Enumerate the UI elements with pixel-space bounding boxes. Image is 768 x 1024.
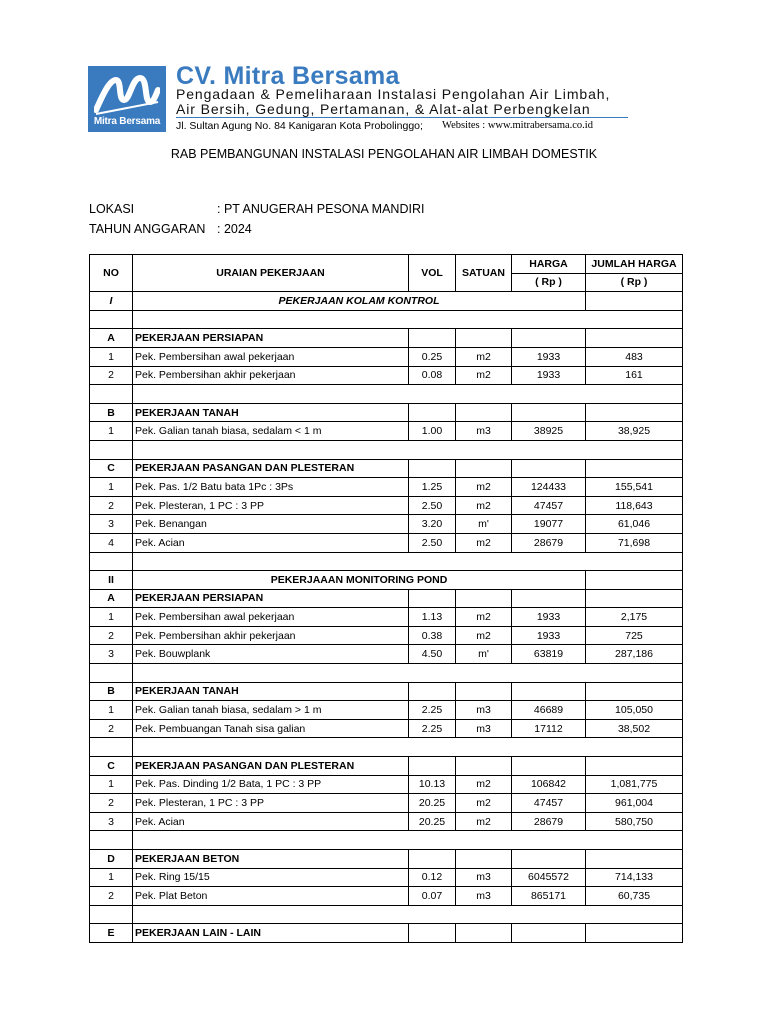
item-no: 3 <box>90 515 133 534</box>
item-no: 2 <box>90 496 133 515</box>
group-satuan-cell <box>456 459 512 478</box>
item-satuan: m3 <box>456 701 512 720</box>
item-uraian: Pek. Plesteran, 1 PC : 3 PP <box>133 496 409 515</box>
item-harga: 63819 <box>512 645 586 664</box>
company-address: Jl. Sultan Agung No. 84 Kanigaran Kota Probolinggo; <box>176 120 423 132</box>
group-title: PEKERJAAN LAIN - LAIN <box>133 924 409 943</box>
item-satuan: m3 <box>456 887 512 906</box>
blank-no-cell <box>90 440 133 459</box>
item-harga: 19077 <box>512 515 586 534</box>
item-satuan: m2 <box>456 794 512 813</box>
blank-span-cell <box>133 385 683 404</box>
table-row-section <box>90 292 683 311</box>
group-title: PEKERJAAN BETON <box>133 850 409 869</box>
item-vol: 2.50 <box>409 496 456 515</box>
blank-span-cell <box>133 664 683 683</box>
group-satuan-cell <box>456 682 512 701</box>
item-jumlah: 71,698 <box>586 533 683 552</box>
item-harga: 865171 <box>512 887 586 906</box>
group-title: PEKERJAAN PERSIAPAN <box>133 329 409 348</box>
letterhead <box>88 62 633 134</box>
table-row-section <box>90 571 683 590</box>
blank-no-cell <box>90 552 133 571</box>
group-vol-cell <box>409 589 456 608</box>
item-uraian: Pek. Bouwplank <box>133 645 409 664</box>
table-row <box>90 496 683 515</box>
header-satuan: SATUAN <box>456 255 512 292</box>
group-vol-cell <box>409 850 456 869</box>
table-row <box>90 812 683 831</box>
item-satuan: m2 <box>456 533 512 552</box>
table-row-group <box>90 850 683 869</box>
table-row-group <box>90 329 683 348</box>
group-vol-cell <box>409 403 456 422</box>
company-name: CV. Mitra Bersama <box>176 62 400 90</box>
item-uraian: Pek. Plat Beton <box>133 887 409 906</box>
header-jumlah: JUMLAH HARGA <box>586 255 683 274</box>
item-satuan: m3 <box>456 868 512 887</box>
group-no: E <box>90 924 133 943</box>
table-row-blank <box>90 552 683 571</box>
table-row-group <box>90 589 683 608</box>
lokasi-label: LOKASI <box>89 202 135 216</box>
tagline-2: Air Bersih, Gedung, Pertamanan, & Alat-alat Perbengkelan <box>176 101 591 117</box>
item-satuan: m2 <box>456 347 512 366</box>
section-jumlah-cell <box>586 571 683 590</box>
item-vol: 4.50 <box>409 645 456 664</box>
item-jumlah: 725 <box>586 626 683 645</box>
group-jumlah-cell <box>586 589 683 608</box>
group-title: PEKERJAAN TANAH <box>133 682 409 701</box>
section-jumlah-cell <box>586 292 683 311</box>
item-jumlah: 155,541 <box>586 478 683 497</box>
table-row <box>90 868 683 887</box>
group-satuan-cell <box>456 757 512 776</box>
table-row <box>90 775 683 794</box>
item-uraian: Pek. Pembersihan awal pekerjaan <box>133 608 409 627</box>
item-vol: 0.38 <box>409 626 456 645</box>
tahun-value: : 2024 <box>217 222 252 236</box>
item-no: 3 <box>90 645 133 664</box>
table-row <box>90 478 683 497</box>
document-title: RAB PEMBANGUNAN INSTALASI PENGOLAHAN AIR LIMBAH DOMESTIK <box>170 147 598 161</box>
table-row <box>90 645 683 664</box>
item-vol: 1.13 <box>409 608 456 627</box>
table-row <box>90 794 683 813</box>
group-harga-cell <box>512 589 586 608</box>
group-vol-cell <box>409 459 456 478</box>
table-row <box>90 515 683 534</box>
item-uraian: Pek. Acian <box>133 812 409 831</box>
item-jumlah: 1,081,775 <box>586 775 683 794</box>
table-row <box>90 533 683 552</box>
blank-no-cell <box>90 664 133 683</box>
table-row-blank <box>90 664 683 683</box>
group-jumlah-cell <box>586 329 683 348</box>
item-uraian: Pek. Pas. 1/2 Batu bata 1Pc : 3Ps <box>133 478 409 497</box>
header-no: NO <box>90 255 133 292</box>
item-no: 1 <box>90 775 133 794</box>
item-uraian: Pek. Pembersihan awal pekerjaan <box>133 347 409 366</box>
item-satuan: m3 <box>456 719 512 738</box>
blank-span-cell <box>133 440 683 459</box>
item-vol: 1.25 <box>409 478 456 497</box>
group-no: A <box>90 589 133 608</box>
group-vol-cell <box>409 757 456 776</box>
item-harga: 1933 <box>512 347 586 366</box>
item-no: 2 <box>90 626 133 645</box>
item-jumlah: 38,502 <box>586 719 683 738</box>
section-title: PEKERJAAAN MONITORING POND <box>133 571 586 590</box>
group-jumlah-cell <box>586 459 683 478</box>
group-no: D <box>90 850 133 869</box>
table-row-blank <box>90 831 683 850</box>
item-satuan: m2 <box>456 812 512 831</box>
item-no: 4 <box>90 533 133 552</box>
item-satuan: m3 <box>456 422 512 441</box>
item-harga: 124433 <box>512 478 586 497</box>
item-harga: 6045572 <box>512 868 586 887</box>
item-jumlah: 2,175 <box>586 608 683 627</box>
lokasi-value: : PT ANUGERAH PESONA MANDIRI <box>217 202 425 216</box>
item-jumlah: 483 <box>586 347 683 366</box>
rab-table <box>89 254 683 943</box>
table-row-group <box>90 459 683 478</box>
group-jumlah-cell <box>586 757 683 776</box>
group-satuan-cell <box>456 589 512 608</box>
item-no: 1 <box>90 608 133 627</box>
item-vol: 3.20 <box>409 515 456 534</box>
item-vol: 2.50 <box>409 533 456 552</box>
blank-span-cell <box>133 738 683 757</box>
item-harga: 46689 <box>512 701 586 720</box>
logo-mark-icon <box>94 72 160 116</box>
item-harga: 1933 <box>512 608 586 627</box>
item-no: 2 <box>90 366 133 385</box>
group-no: A <box>90 329 133 348</box>
item-satuan: m2 <box>456 775 512 794</box>
header-divider <box>176 117 628 118</box>
item-jumlah: 714,133 <box>586 868 683 887</box>
group-title: PEKERJAAN PASANGAN DAN PLESTERAN <box>133 757 409 776</box>
group-harga-cell <box>512 459 586 478</box>
item-no: 3 <box>90 812 133 831</box>
table-row <box>90 422 683 441</box>
item-jumlah: 61,046 <box>586 515 683 534</box>
group-jumlah-cell <box>586 850 683 869</box>
item-harga: 47457 <box>512 496 586 515</box>
group-jumlah-cell <box>586 403 683 422</box>
group-title: PEKERJAAN PERSIAPAN <box>133 589 409 608</box>
item-satuan: m' <box>456 515 512 534</box>
group-vol-cell <box>409 924 456 943</box>
group-satuan-cell <box>456 329 512 348</box>
group-title: PEKERJAAN PASANGAN DAN PLESTERAN <box>133 459 409 478</box>
item-jumlah: 105,050 <box>586 701 683 720</box>
item-no: 2 <box>90 719 133 738</box>
item-vol: 0.07 <box>409 887 456 906</box>
item-jumlah: 580,750 <box>586 812 683 831</box>
table-row <box>90 347 683 366</box>
item-no: 1 <box>90 868 133 887</box>
item-harga: 1933 <box>512 626 586 645</box>
item-harga: 106842 <box>512 775 586 794</box>
logo-text: Mitra Bersama <box>93 116 161 127</box>
table-body <box>90 292 683 943</box>
item-vol: 2.25 <box>409 701 456 720</box>
blank-no-cell <box>90 831 133 850</box>
item-harga: 1933 <box>512 366 586 385</box>
blank-span-cell <box>133 905 683 924</box>
table-header-row <box>90 255 683 274</box>
item-satuan: m2 <box>456 496 512 515</box>
item-uraian: Pek. Plesteran, 1 PC : 3 PP <box>133 794 409 813</box>
blank-span-cell <box>133 310 683 329</box>
table-row <box>90 626 683 645</box>
item-no: 1 <box>90 701 133 720</box>
item-no: 2 <box>90 887 133 906</box>
tahun-label: TAHUN ANGGARAN <box>89 222 206 236</box>
tagline-1: Pengadaan & Pemeliharaan Instalasi Pengolahan Air Limbah, <box>176 86 611 102</box>
item-satuan: m' <box>456 645 512 664</box>
item-vol: 0.08 <box>409 366 456 385</box>
item-harga: 38925 <box>512 422 586 441</box>
blank-no-cell <box>90 385 133 404</box>
section-no: I <box>90 292 133 311</box>
table-row-blank <box>90 738 683 757</box>
header-harga-unit: ( Rp ) <box>512 273 586 292</box>
header-jumlah-unit: ( Rp ) <box>586 273 683 292</box>
item-uraian: Pek. Ring 15/15 <box>133 868 409 887</box>
item-vol: 0.12 <box>409 868 456 887</box>
group-satuan-cell <box>456 403 512 422</box>
table-row-group <box>90 403 683 422</box>
table-row-blank <box>90 310 683 329</box>
table-row <box>90 366 683 385</box>
item-jumlah: 961,004 <box>586 794 683 813</box>
meta-tahun <box>89 222 252 236</box>
item-uraian: Pek. Pembuangan Tanah sisa galian <box>133 719 409 738</box>
group-jumlah-cell <box>586 924 683 943</box>
item-satuan: m2 <box>456 366 512 385</box>
group-no: B <box>90 403 133 422</box>
group-vol-cell <box>409 682 456 701</box>
group-vol-cell <box>409 329 456 348</box>
item-uraian: Pek. Pas. Dinding 1/2 Bata, 1 PC : 3 PP <box>133 775 409 794</box>
item-vol: 0.25 <box>409 347 456 366</box>
item-uraian: Pek. Pembersihan akhir pekerjaan <box>133 626 409 645</box>
item-no: 1 <box>90 478 133 497</box>
item-vol: 10.13 <box>409 775 456 794</box>
blank-span-cell <box>133 552 683 571</box>
item-satuan: m2 <box>456 626 512 645</box>
group-harga-cell <box>512 403 586 422</box>
item-jumlah: 287,186 <box>586 645 683 664</box>
group-harga-cell <box>512 924 586 943</box>
table-row <box>90 887 683 906</box>
table-row-blank <box>90 385 683 404</box>
table-row-blank <box>90 440 683 459</box>
table-row-group <box>90 682 683 701</box>
header-uraian: URAIAN PEKERJAAN <box>133 255 409 292</box>
header-vol: VOL <box>409 255 456 292</box>
blank-no-cell <box>90 310 133 329</box>
item-harga: 47457 <box>512 794 586 813</box>
header-harga: HARGA <box>512 255 586 274</box>
group-harga-cell <box>512 329 586 348</box>
item-vol: 20.25 <box>409 794 456 813</box>
table-row-group <box>90 757 683 776</box>
item-vol: 20.25 <box>409 812 456 831</box>
group-harga-cell <box>512 850 586 869</box>
item-no: 1 <box>90 347 133 366</box>
section-no: II <box>90 571 133 590</box>
item-jumlah: 38,925 <box>586 422 683 441</box>
table-row-group <box>90 924 683 943</box>
rab-table-wrap <box>89 254 682 943</box>
section-title: PEKERJAAN KOLAM KONTROL <box>133 292 586 311</box>
group-harga-cell <box>512 682 586 701</box>
table-row <box>90 701 683 720</box>
item-jumlah: 118,643 <box>586 496 683 515</box>
group-satuan-cell <box>456 850 512 869</box>
item-harga: 28679 <box>512 812 586 831</box>
item-vol: 1.00 <box>409 422 456 441</box>
company-website: Websites : www.mitrabersama.co.id <box>442 120 593 131</box>
group-no: C <box>90 757 133 776</box>
blank-no-cell <box>90 738 133 757</box>
table-row <box>90 719 683 738</box>
item-uraian: Pek. Acian <box>133 533 409 552</box>
item-no: 1 <box>90 422 133 441</box>
item-jumlah: 161 <box>586 366 683 385</box>
blank-span-cell <box>133 831 683 850</box>
item-uraian: Pek. Galian tanah biasa, sedalam > 1 m <box>133 701 409 720</box>
table-row-blank <box>90 905 683 924</box>
item-harga: 17112 <box>512 719 586 738</box>
item-uraian: Pek. Galian tanah biasa, sedalam < 1 m <box>133 422 409 441</box>
item-jumlah: 60,735 <box>586 887 683 906</box>
item-uraian: Pek. Benangan <box>133 515 409 534</box>
item-vol: 2.25 <box>409 719 456 738</box>
group-harga-cell <box>512 757 586 776</box>
item-satuan: m2 <box>456 478 512 497</box>
group-title: PEKERJAAN TANAH <box>133 403 409 422</box>
group-satuan-cell <box>456 924 512 943</box>
item-satuan: m2 <box>456 608 512 627</box>
group-no: B <box>90 682 133 701</box>
item-harga: 28679 <box>512 533 586 552</box>
meta-lokasi <box>89 202 424 216</box>
group-no: C <box>90 459 133 478</box>
company-logo <box>88 66 166 132</box>
group-jumlah-cell <box>586 682 683 701</box>
blank-no-cell <box>90 905 133 924</box>
item-uraian: Pek. Pembersihan akhir pekerjaan <box>133 366 409 385</box>
item-no: 2 <box>90 794 133 813</box>
table-row <box>90 608 683 627</box>
